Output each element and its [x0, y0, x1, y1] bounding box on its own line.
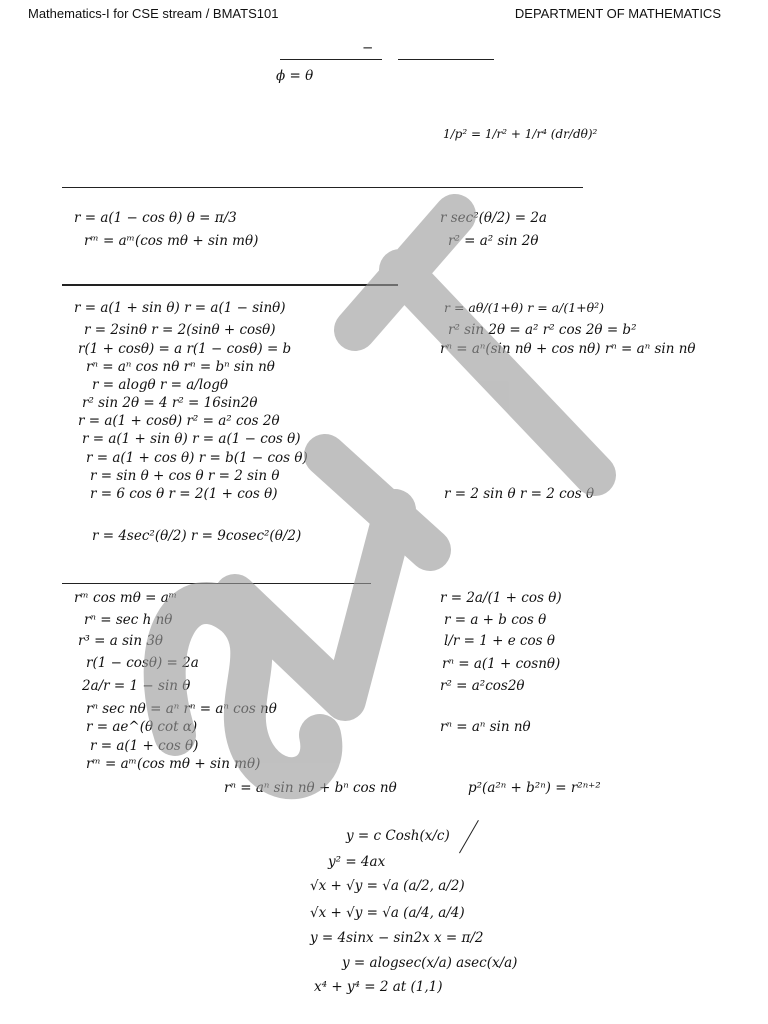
equation-line: r = 6 cos θ r = 2(1 + cos θ)	[90, 486, 278, 502]
pedal-formula: 1/p² = 1/r² + 1/r⁴ (dr/dθ)²	[443, 127, 598, 141]
equation-line: p²(a²ⁿ + b²ⁿ) = r²ⁿ⁺²	[468, 780, 601, 796]
header-course-title: Mathematics-I for CSE stream / BMATS101	[28, 6, 279, 21]
equation-line: r = a(1 + cos θ) r = b(1 − cos θ)	[86, 450, 308, 466]
equation-line: rᵐ = aᵐ(cos mθ + sin mθ)	[84, 233, 259, 249]
blank-line-left	[280, 59, 382, 60]
equation-line: y = alogsec(x/a) asec(x/a)	[342, 955, 518, 971]
equation-line: r = 2sinθ r = 2(sinθ + cosθ)	[84, 322, 276, 338]
equation-line: r² sin 2θ = 4 r² = 16sin2θ	[82, 395, 258, 411]
equation-line: r = 2 sin θ r = 2 cos θ	[444, 486, 595, 502]
equation-line: r = aθ/(1+θ) r = a/(1+θ²)	[444, 300, 605, 315]
equation-line: r = a(1 − cos θ) θ = π/3	[74, 210, 237, 226]
equation-line: r(1 − cosθ) = 2a	[86, 655, 199, 671]
phi-theta-formula: ϕ = θ	[276, 68, 314, 84]
header-department: DEPARTMENT OF MATHEMATICS	[514, 6, 721, 21]
equation-line: x⁴ + y⁴ = 2 at (1,1)	[314, 979, 443, 995]
equation-line: r = a(1 + sin θ) r = a(1 − cos θ)	[82, 431, 301, 447]
equation-line: r = 4sec²(θ/2) r = 9cosec²(θ/2)	[92, 528, 302, 544]
equation-line: r = sin θ + cos θ r = 2 sin θ	[90, 468, 280, 484]
equation-line: r = ae^(θ cot α)	[86, 719, 198, 735]
equation-line: y = 4sinx − sin2x x = π/2	[310, 930, 484, 946]
equation-line: rᵐ = aᵐ(cos mθ + sin mθ)	[86, 756, 261, 772]
equation-line: y = c Cosh(x/c)	[346, 828, 450, 844]
equation-line: r = a(1 + cos θ)	[90, 738, 199, 754]
equation-line: r(1 + cosθ) = a r(1 − cosθ) = b	[78, 341, 292, 357]
equation-line: r = a(1 + cosθ) r² = a² cos 2θ	[78, 413, 280, 429]
equation-line: r = alogθ r = a/logθ	[92, 377, 229, 393]
equation-line: y² = 4ax	[328, 854, 386, 870]
equation-line: 2a/r = 1 − sin θ	[82, 678, 191, 694]
equation-line: √x + √y = √a (a/4, a/4)	[310, 905, 465, 921]
equation-line: r = a + b cos θ	[444, 612, 547, 628]
equation-line: rᵐ cos mθ = aᵐ	[74, 590, 178, 606]
equation-line: l/r = 1 + e cos θ	[444, 633, 556, 649]
equation-line: √x + √y = √a (a/2, a/2)	[310, 878, 465, 894]
equation-line: r = 2a/(1 + cos θ)	[440, 590, 562, 606]
equation-line: r² = a²cos2θ	[440, 678, 525, 694]
equation-line: rⁿ = a(1 + cosnθ)	[442, 656, 561, 672]
divider-2	[62, 284, 398, 286]
equation-line: r³ = a sin 3θ	[78, 633, 164, 649]
divider-1	[62, 187, 583, 188]
equation-line: rⁿ = sec h nθ	[84, 612, 173, 628]
blank-line-right	[398, 59, 494, 60]
dash-mark: −	[362, 40, 374, 56]
slash-mark	[459, 820, 479, 853]
equation-line: r² sin 2θ = a² r² cos 2θ = b²	[448, 322, 637, 338]
equation-line: r = a(1 + sin θ) r = a(1 − sinθ)	[74, 300, 286, 316]
equation-line: rⁿ = aⁿ(sin nθ + cos nθ) rⁿ = aⁿ sin nθ	[440, 341, 696, 357]
equation-line: rⁿ = aⁿ sin nθ	[440, 719, 531, 735]
equation-line: r sec²(θ/2) = 2a	[440, 210, 547, 226]
equation-line: rⁿ = aⁿ cos nθ rⁿ = bⁿ sin nθ	[86, 359, 275, 375]
equation-line: rⁿ = aⁿ sin nθ + bⁿ cos nθ	[224, 780, 397, 796]
divider-3	[62, 583, 371, 584]
equation-line: r² = a² sin 2θ	[448, 233, 539, 249]
equation-line: rⁿ sec nθ = aⁿ rⁿ = aⁿ cos nθ	[86, 701, 277, 717]
